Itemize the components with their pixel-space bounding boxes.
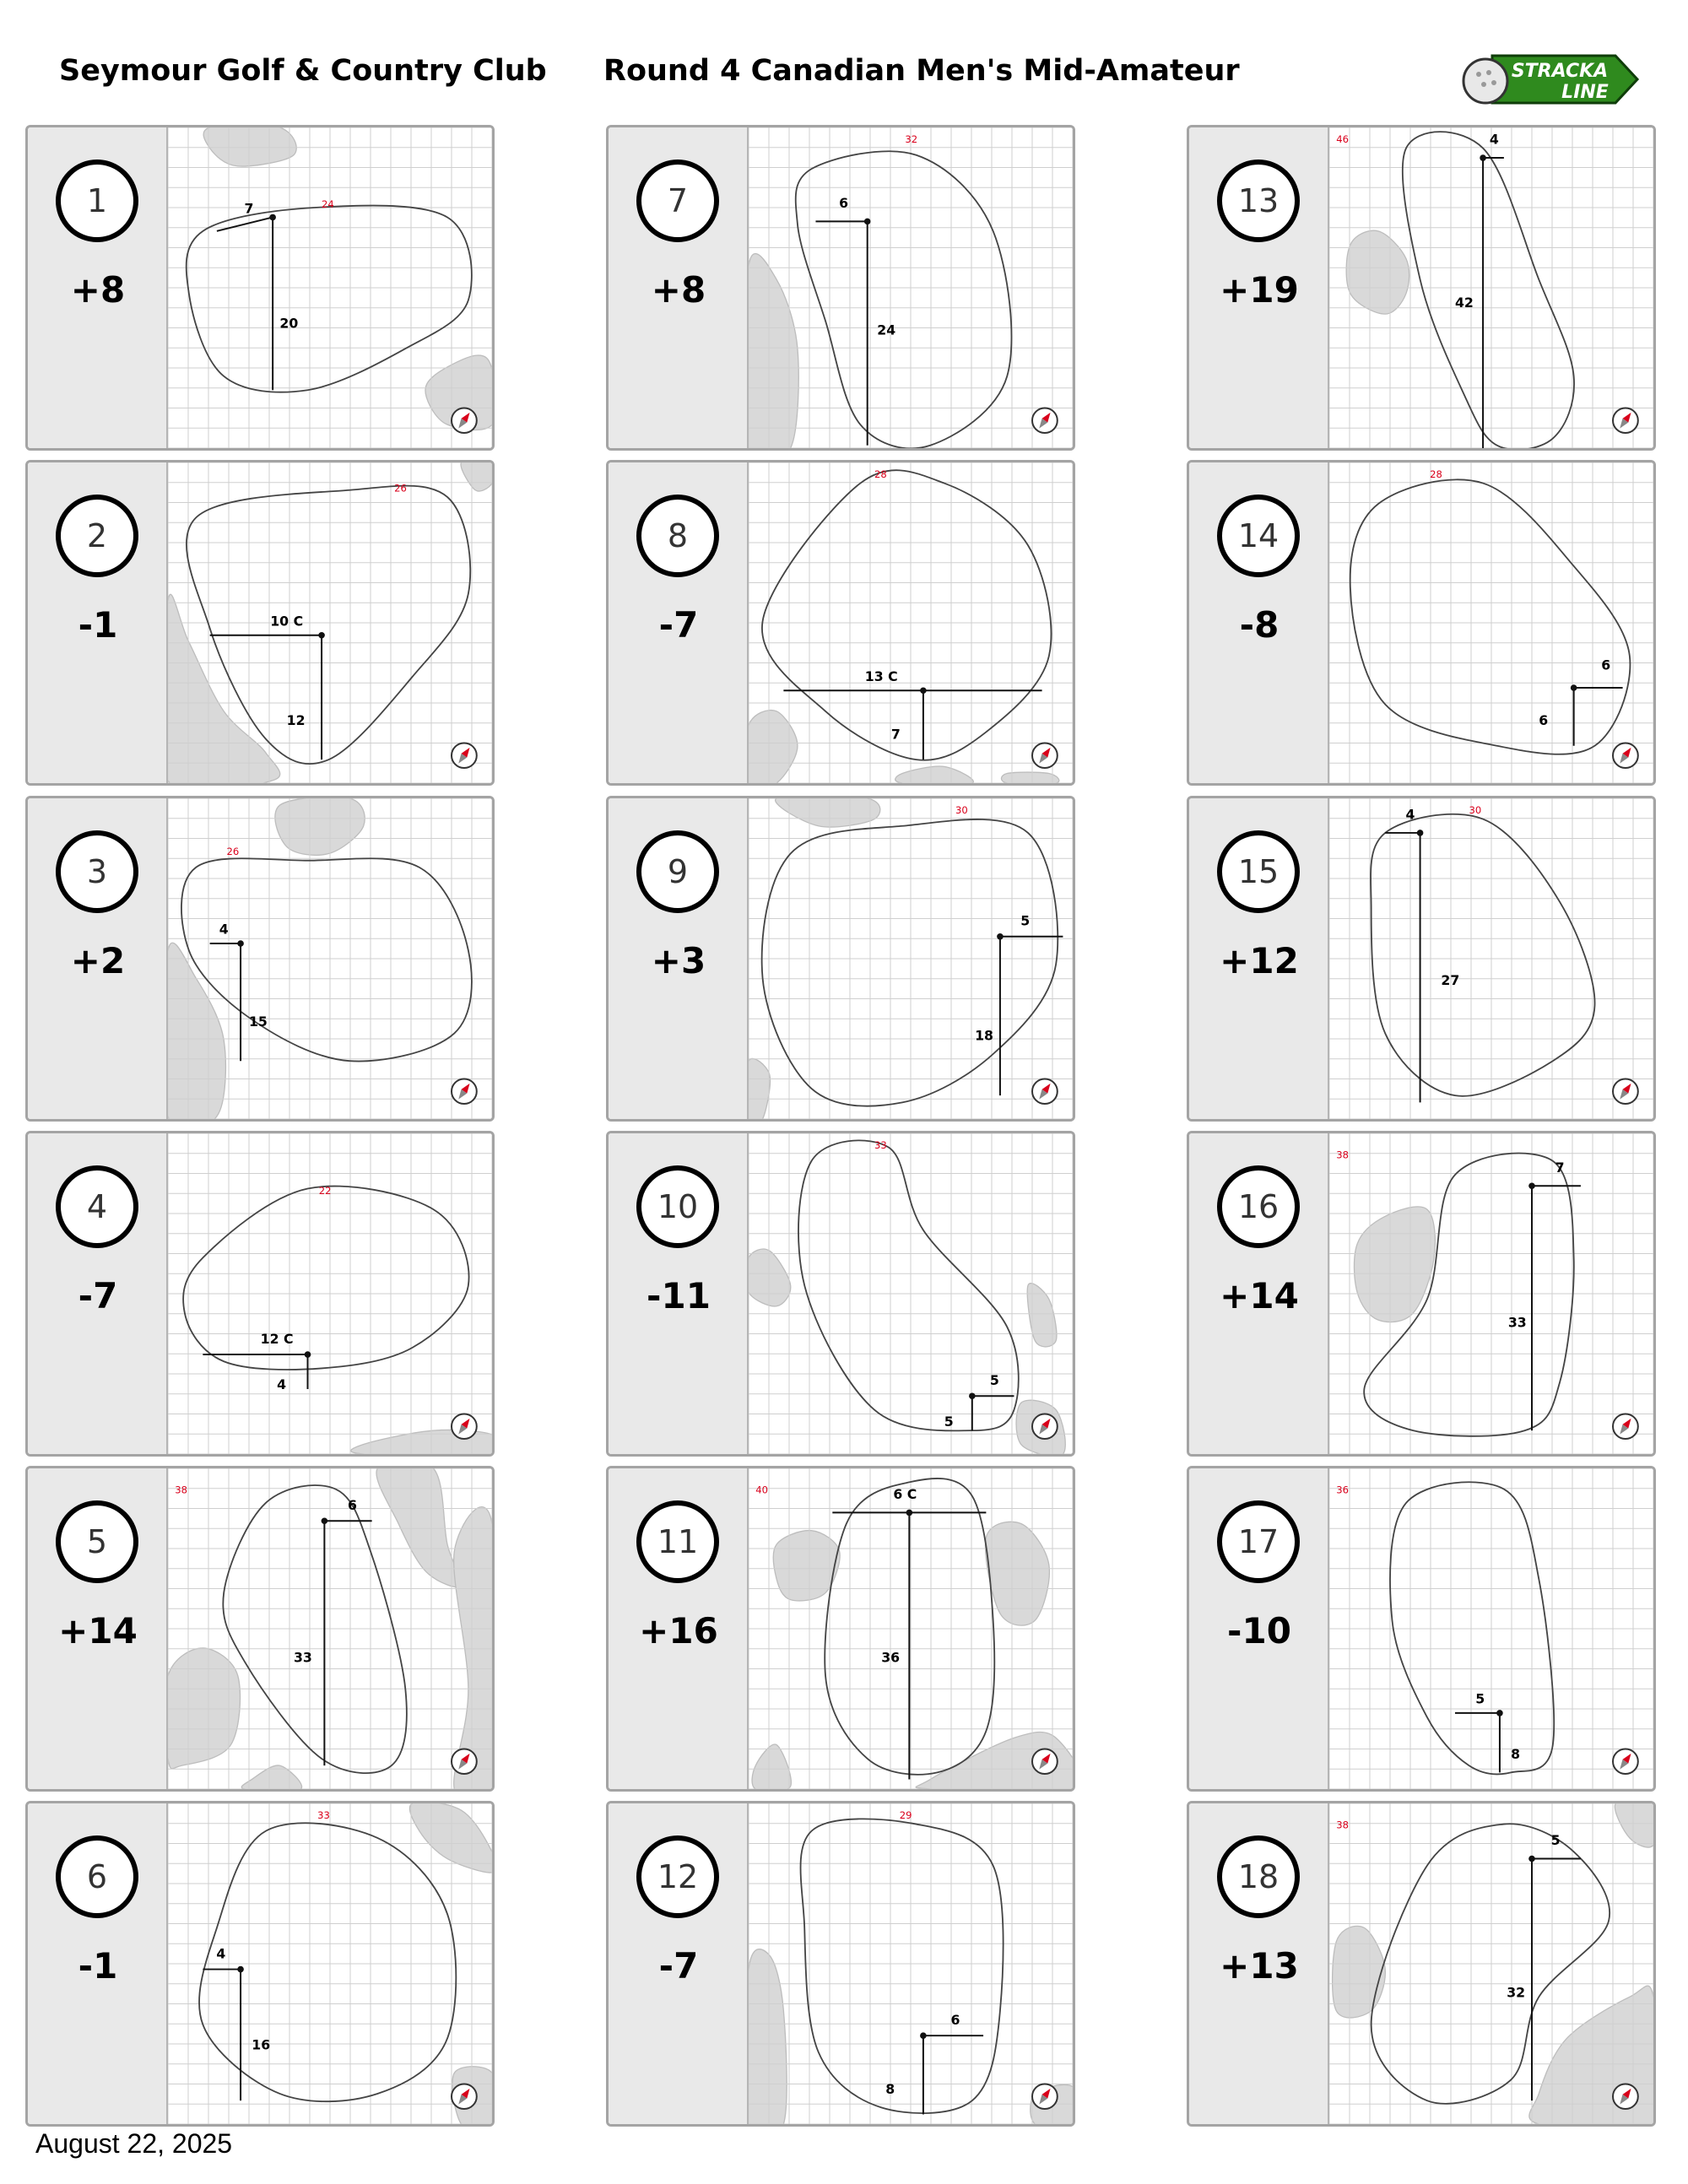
green-depth: 32: [905, 133, 918, 146]
footer-date: August 22, 2025: [35, 2128, 233, 2159]
compass-icon: [1613, 408, 1638, 433]
green-outline: [798, 1140, 1019, 1430]
pin-across-value: 6: [348, 1497, 357, 1514]
compass-icon: [452, 2084, 477, 2109]
hole-number: 11: [636, 1500, 719, 1583]
hole-score: -7: [658, 1945, 699, 1987]
pin-position: [1528, 1182, 1535, 1189]
hole-number: 3: [56, 830, 138, 913]
hole-info-panel: [609, 462, 749, 783]
green-diagram: [1329, 798, 1653, 1119]
yardage-grid: [1329, 462, 1653, 783]
pin-from-front-value: 42: [1454, 295, 1474, 311]
logo-text-top: STRACKA: [1511, 61, 1609, 82]
hazard-area: [275, 798, 365, 855]
yardage-grid: [1329, 1133, 1653, 1454]
green-depth: 26: [394, 482, 407, 495]
green-depth: 46: [1336, 133, 1350, 146]
pin-across-value: 4: [1489, 131, 1499, 148]
yardage-grid: [1329, 798, 1653, 1119]
compass-icon: [1032, 408, 1058, 433]
pin-position: [920, 2032, 927, 2039]
hazard-area: [409, 1803, 492, 1873]
pin-across-value: 6: [839, 195, 849, 211]
club-name: Seymour Golf & Country Club: [59, 54, 547, 88]
green-outline: [181, 858, 472, 1061]
green-depth: 33: [874, 1139, 887, 1152]
green-depth: 33: [317, 1809, 330, 1822]
hazard-area: [168, 1648, 241, 1769]
hole-info-panel: [28, 1468, 168, 1789]
hole-card: [606, 1466, 1075, 1792]
hole-card: [25, 1466, 495, 1792]
hole-score: -7: [658, 604, 699, 646]
pin-from-front-value: 15: [249, 1014, 268, 1030]
hole-score: -10: [1227, 1610, 1291, 1652]
hole-number: 4: [56, 1165, 138, 1248]
green-outline: [796, 151, 1012, 448]
compass-icon: [452, 1749, 477, 1774]
hole-info-panel: [609, 127, 749, 448]
compass-icon: [1032, 1079, 1058, 1104]
compass-icon: [1613, 743, 1638, 768]
hole-score: +12: [1220, 940, 1299, 981]
hole-number: 16: [1217, 1165, 1300, 1248]
hazard-area: [1346, 230, 1409, 314]
pin-from-front-value: 5: [944, 1414, 954, 1430]
hole-score: +14: [1220, 1275, 1299, 1316]
hole-info-panel: [1189, 798, 1329, 1119]
hole-number: 5: [56, 1500, 138, 1583]
compass-icon: [1032, 1414, 1058, 1439]
hole-number: 18: [1217, 1835, 1300, 1918]
hole-info-panel: [28, 798, 168, 1119]
hole-score: +19: [1220, 269, 1299, 311]
pin-position: [864, 219, 871, 225]
green-diagram: [749, 127, 1073, 448]
hazard-area: [985, 1522, 1049, 1625]
hole-score: +8: [651, 269, 706, 311]
hazard-area: [1615, 1803, 1653, 1847]
green-diagram: [168, 798, 492, 1119]
hole-card: [1187, 796, 1656, 1122]
hole-info-panel: [1189, 127, 1329, 448]
compass-icon: [1613, 1749, 1638, 1774]
hole-card: [1187, 460, 1656, 786]
hole-card: [25, 1131, 495, 1457]
hole-card: [606, 1131, 1075, 1457]
hole-card: [25, 796, 495, 1122]
compass-icon: [1032, 743, 1058, 768]
hole-number: 1: [56, 159, 138, 242]
green-depth: 26: [226, 846, 240, 858]
pin-position: [1480, 154, 1486, 161]
hole-number: 7: [636, 159, 719, 242]
pin-cross-line: [217, 217, 273, 230]
green-depth: 30: [1469, 804, 1482, 817]
pin-from-front-value: 12: [286, 712, 306, 729]
hazard-area: [376, 1468, 462, 1587]
hole-number: 6: [56, 1835, 138, 1918]
pin-from-front-value: 33: [1507, 1314, 1527, 1331]
hole-number: 15: [1217, 830, 1300, 913]
pin-across-value: 5: [1550, 1832, 1561, 1849]
hazard-area: [749, 254, 798, 448]
yardage-grid: [168, 1133, 492, 1454]
hole-info-panel: [609, 1133, 749, 1454]
hole-info-panel: [1189, 462, 1329, 783]
pin-across-value: 6: [950, 2012, 960, 2029]
pin-across-value: 4: [216, 1945, 226, 1962]
green-diagram: [168, 127, 492, 448]
hole-info-panel: [609, 798, 749, 1119]
pin-from-front-value: 27: [1441, 972, 1460, 989]
hole-info-panel: [28, 1803, 168, 2124]
hazard-area: [168, 943, 225, 1119]
compass-icon: [1613, 2084, 1638, 2109]
yardage-grid: [749, 462, 1073, 783]
pin-position: [1571, 684, 1577, 691]
compass-icon: [452, 1414, 477, 1439]
pin-from-front-value: 32: [1507, 1984, 1526, 2001]
compass-icon: [452, 408, 477, 433]
pin-from-front-value: 33: [293, 1649, 312, 1666]
hole-number: 14: [1217, 495, 1300, 577]
hazard-area: [749, 1949, 787, 2124]
hole-number: 8: [636, 495, 719, 577]
hazard-area: [1001, 772, 1058, 783]
hole-number: 10: [636, 1165, 719, 1248]
pin-position: [305, 1351, 311, 1358]
hazard-area: [749, 1058, 770, 1119]
green-diagram: [168, 1803, 492, 2124]
hole-number: 12: [636, 1835, 719, 1918]
green-diagram: [1329, 1468, 1653, 1789]
pin-from-front-value: 24: [877, 322, 896, 338]
pin-position: [269, 214, 276, 221]
green-diagram: [1329, 1803, 1653, 2124]
hole-info-panel: [1189, 1803, 1329, 2124]
pin-from-front-value: 20: [279, 315, 299, 332]
hole-score: +8: [70, 269, 126, 311]
pin-across-value: 7: [244, 200, 254, 217]
hole-info-panel: [28, 127, 168, 448]
hole-card: [25, 125, 495, 451]
pin-across-value: 5: [989, 1372, 999, 1389]
pin-position: [322, 1517, 328, 1524]
hole-info-panel: [609, 1468, 749, 1789]
pin-position: [237, 940, 244, 947]
hole-number: 13: [1217, 159, 1300, 242]
hole-card: [1187, 1466, 1656, 1792]
pin-from-front-value: 8: [1511, 1746, 1521, 1762]
green-depth: 28: [1430, 468, 1442, 481]
hole-card: [1187, 1801, 1656, 2127]
green-diagram: [168, 1133, 492, 1454]
pin-from-front-value: 16: [252, 2036, 271, 2053]
pin-from-front-value: 8: [885, 2081, 895, 2097]
hole-card: [606, 125, 1075, 451]
pin-across-value: 5: [1020, 912, 1031, 929]
hole-score: +16: [639, 1610, 718, 1652]
yardage-grid: [749, 1803, 1073, 2124]
pin-from-front-value: 4: [277, 1376, 287, 1392]
stracka-line-logo: [1458, 49, 1644, 110]
hole-score: -1: [78, 1945, 118, 1987]
green-depth: 38: [175, 1484, 188, 1496]
hazard-area: [454, 1507, 492, 1789]
compass-icon: [1032, 2084, 1058, 2109]
pin-across-value: 12 C: [260, 1331, 294, 1347]
green-depth: 22: [318, 1185, 332, 1197]
green-depth: 38: [1336, 1149, 1350, 1161]
hole-score: -8: [1239, 604, 1280, 646]
green-depth: 36: [1336, 1484, 1350, 1496]
green-depth: 30: [955, 804, 968, 817]
pin-across-value: 4: [219, 921, 229, 938]
hazard-area: [749, 1249, 791, 1306]
hole-score: +2: [70, 940, 126, 981]
green-diagram: [1329, 462, 1653, 783]
pin-from-front-value: 18: [975, 1027, 994, 1044]
round-title: Round 4 Canadian Men's Mid-Amateur: [603, 54, 1240, 88]
compass-icon: [452, 743, 477, 768]
pin-position: [1528, 1856, 1535, 1862]
green-depth: 28: [874, 468, 887, 481]
pin-position: [1496, 1710, 1503, 1716]
golf-ball-icon: [1463, 59, 1507, 103]
pin-from-front-value: 7: [890, 726, 901, 743]
logo-text-bottom: LINE: [1561, 82, 1609, 103]
hole-info-panel: [1189, 1133, 1329, 1454]
green-diagram: [749, 1133, 1073, 1454]
yardage-grid: [749, 798, 1073, 1119]
green-depth: 29: [899, 1809, 912, 1822]
hazard-area: [749, 711, 798, 783]
hole-number: 2: [56, 495, 138, 577]
hazard-area: [752, 1744, 791, 1789]
green-diagram: [168, 1468, 492, 1789]
green-diagram: [168, 462, 492, 783]
hole-number: 17: [1217, 1500, 1300, 1583]
yardage-grid: [1329, 127, 1653, 448]
pin-position: [906, 1510, 913, 1516]
pin-across-value: 6 C: [893, 1486, 917, 1503]
green-diagram: [749, 462, 1073, 783]
pin-position: [318, 632, 325, 639]
compass-icon: [1032, 1749, 1058, 1774]
hole-score: +3: [651, 940, 706, 981]
green-diagram: [1329, 1133, 1653, 1454]
green-outline: [1350, 479, 1631, 754]
hole-card: [25, 1801, 495, 2127]
compass-icon: [1613, 1079, 1638, 1104]
green-diagram: [1329, 127, 1653, 448]
green-outline: [1403, 132, 1574, 448]
hazard-area: [895, 766, 974, 783]
pin-across-value: 5: [1475, 1690, 1485, 1707]
pin-position: [969, 1392, 976, 1399]
green-outline: [199, 1823, 456, 2101]
compass-icon: [452, 1079, 477, 1104]
pin-across-value: 10 C: [270, 613, 304, 630]
hole-card: [1187, 1131, 1656, 1457]
hole-card: [606, 796, 1075, 1122]
yardage-grid: [1329, 1468, 1653, 1789]
green-depth: 40: [755, 1484, 769, 1496]
pin-across-value: 7: [1555, 1159, 1565, 1176]
pin-position: [920, 687, 927, 694]
hole-info-panel: [609, 1803, 749, 2124]
hazard-area: [776, 798, 880, 827]
hole-score: -1: [78, 604, 118, 646]
pin-position: [1417, 830, 1424, 836]
hazard-area: [1354, 1207, 1435, 1322]
hazard-area: [203, 127, 296, 166]
compass-icon: [1613, 1414, 1638, 1439]
green-outline: [1371, 814, 1594, 1096]
hole-number: 9: [636, 830, 719, 913]
green-outline: [1390, 1482, 1554, 1774]
pin-across-value: 4: [1405, 806, 1415, 823]
hole-card: [25, 460, 495, 786]
hole-info-panel: [28, 1133, 168, 1454]
hole-card: [1187, 125, 1656, 451]
green-diagram: [749, 798, 1073, 1119]
pin-across-value: 6: [1601, 657, 1611, 673]
pin-position: [237, 1966, 244, 1973]
hole-info-panel: [1189, 1468, 1329, 1789]
green-depth: 38: [1336, 1819, 1350, 1831]
pin-from-front-value: 6: [1539, 712, 1549, 729]
hole-score: +13: [1220, 1945, 1299, 1987]
hole-score: -11: [647, 1275, 711, 1316]
hazard-area: [461, 462, 492, 491]
green-outline: [762, 470, 1052, 760]
pin-across-value: 13 C: [864, 668, 898, 684]
green-outline: [801, 1819, 1004, 2113]
hole-score: +14: [58, 1610, 138, 1652]
green-diagram: [749, 1803, 1073, 2124]
green-depth: 24: [322, 198, 334, 210]
hole-card: [606, 1801, 1075, 2127]
green-diagram: [749, 1468, 1073, 1789]
green-outline: [762, 819, 1058, 1106]
pin-from-front-value: 36: [881, 1649, 901, 1666]
hole-score: -7: [78, 1275, 118, 1316]
hole-info-panel: [28, 462, 168, 783]
hole-card: [606, 460, 1075, 786]
pin-position: [997, 933, 1004, 940]
